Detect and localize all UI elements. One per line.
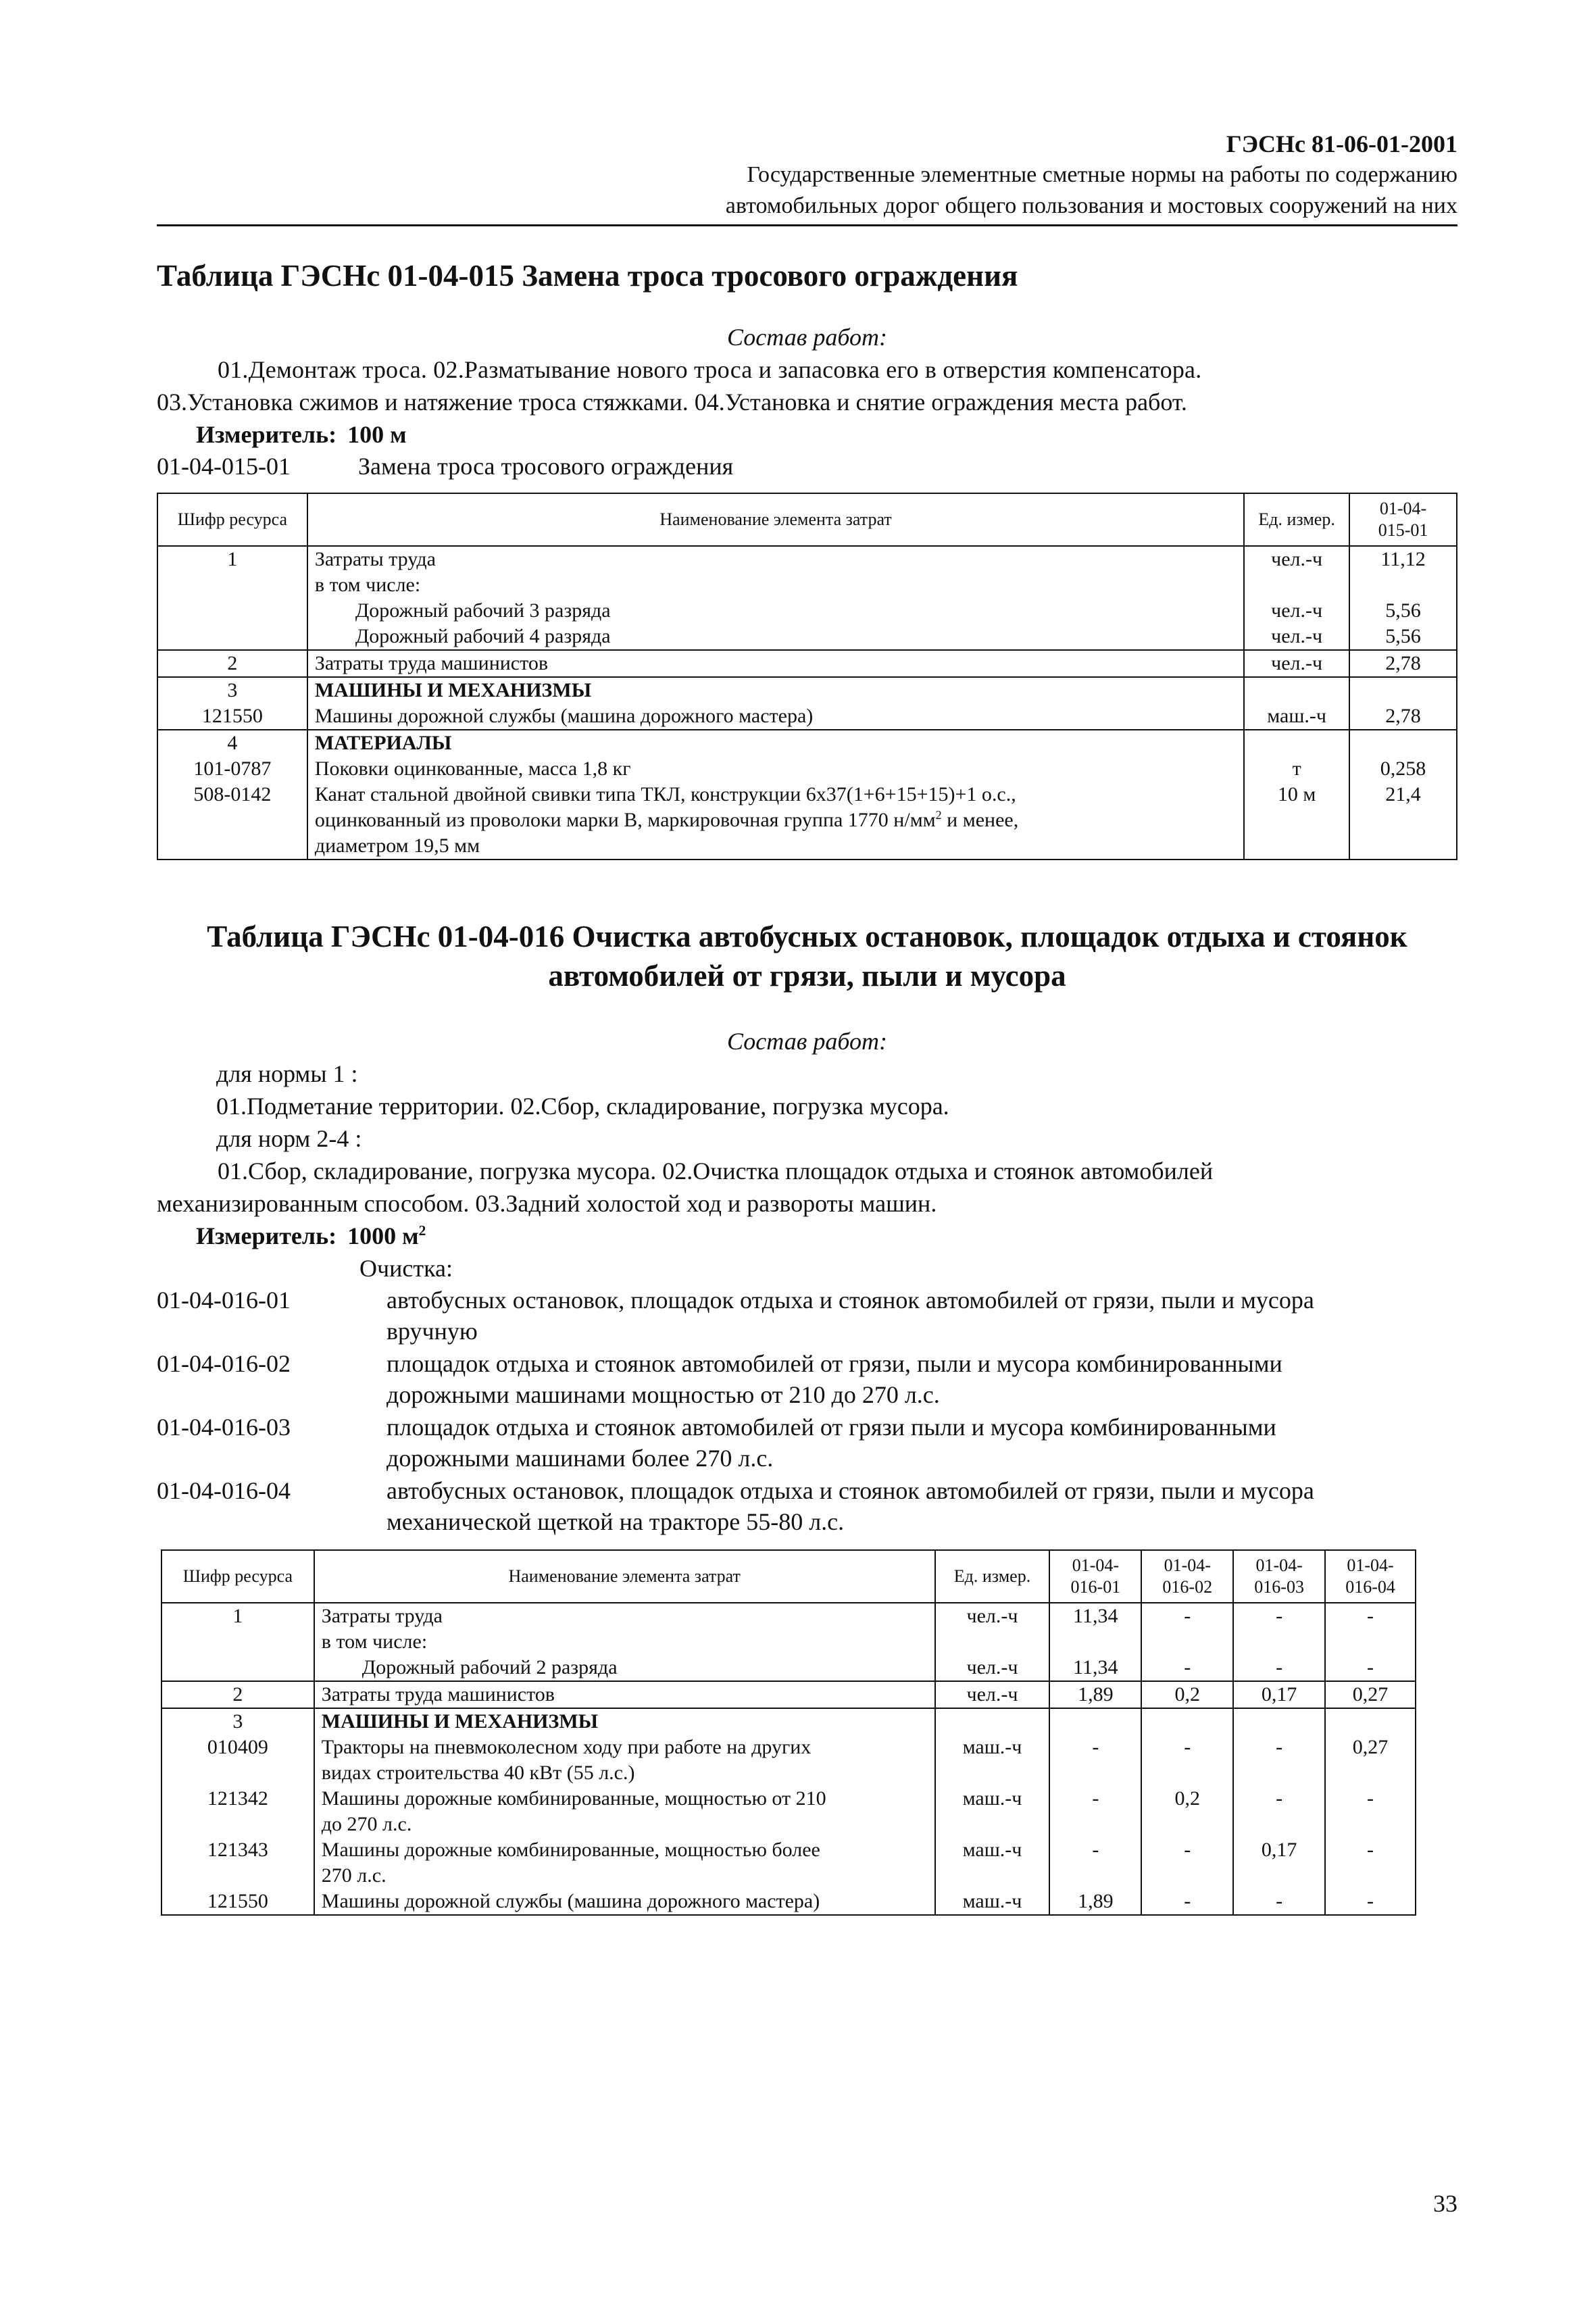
table-016-measurer: Измеритель: 1000 $м^2$ [196,1222,426,1249]
table-015-norm [157,451,1457,482]
table-row: 2 Затраты труда машинистов чел.-ч 2,78 [157,650,1457,677]
measurer-label: Измеритель: [196,421,337,448]
for-norm-1-label: для нормы 1 : [216,1060,358,1087]
document-header [157,128,1457,222]
table-015-composition-label: Состав работ: [727,324,887,351]
composition-norm-1: 01.Подметание территории. 02.Сбор, складирование, погрузка мусора. [216,1093,949,1120]
table-row: 3 121550 МАШИНЫ И МЕХАНИЗМЫ Машины дорожной службы (машина дорожного мастера) маш.-ч 2,78 [157,677,1457,730]
header-line-2: автомобильных дорог общего пользования и мостовых сооружений на них [725,193,1457,218]
table-015-title: Таблица ГЭСНс 01-04-015 Замена троса тросового ограждения [157,259,1018,293]
table-row: 1 Затраты труда в том числе: Дорожный рабочий 2 разряда чел.-ч чел.-ч 11,34 11,34 - - - - - - [161,1603,1416,1681]
table-015-composition-line-2: 03.Установка сжимов и натяжение троса стяжками. 04.Установка и снятие ограждения места работ. [157,389,1187,416]
table-015 [157,493,1457,860]
cleaning-label: Очистка: [359,1255,453,1282]
table-016-title-line-2: автомобилей от грязи, пыли и мусора [548,959,1066,993]
standard-code: ГЭСНс 81-06-01-2001 [1226,130,1457,157]
table-row: 3 010409 121342 121343 121550 МАШИНЫ И МЕХАНИЗМЫ Тракторы на пневмоколесном ходу при работе на других видах строительства 40 кВт (55 л.с.) Машины дорожные комбинированные, мощностью от 210 до 270 л.с. Машины дорожные комбинированные, мощностью более 270 л.с. Машины дорожной службы (машина дорожного мастера) маш.-ч маш.-ч маш.-ч маш.-ч - - - 1,89 - 0,2 - - - - 0,17 - 0,27 - - - [161,1708,1416,1915]
composition-norms-2-4-line-2: механизированным способом. 03.Задний холостой ход и развороты машин. [157,1190,937,1217]
norm-list [157,1285,1457,1537]
table-016-composition-label: Состав работ: [727,1028,887,1055]
table-row: 2 Затраты труда машинистов чел.-ч 1,89 0,2 0,17 0,27 [161,1681,1416,1708]
col-value-1: 01-04- 015-01 [1349,493,1457,546]
measurer-value: 100 м [347,421,407,448]
page-number: 33 [1433,2190,1457,2217]
col-unit: Ед. измер. [1244,493,1349,546]
table-016-title-line-1: Таблица ГЭСНс 01-04-016 Очистка автобусных остановок, площадок отдыха и стоянок [207,920,1407,953]
header-line-1: Государственные элементные сметные нормы на работы по содержанию [747,162,1457,187]
col-name: Наименование элемента затрат [307,493,1244,546]
norm-item: 01-04-016-02 площадок отдыха и стоянок автомобилей от грязи, пыли и мусора комбинированными дорожными машинами мощностью от 210 до 270 л.с. [157,1350,1282,1408]
table-header-row [157,493,1457,546]
norm-item: 01-04-016-01 автобусных остановок, площадок отдыха и стоянок автомобилей от грязи, пыли и мусора вручную [157,1287,1314,1345]
table-header-row: Шифр ресурса Наименование элемента затрат Ед. измер. 01-04- 016-01 01-04- 016-02 01-04- 016-03 01-04- 016-04 [161,1550,1416,1603]
norm-item: 01-04-016-04 автобусных остановок, площадок отдыха и стоянок автомобилей от грязи, пыли и мусора механической щеткой на тракторе 55-80 л.с. [157,1477,1314,1535]
norm-item: 01-04-016-03 площадок отдыха и стоянок автомобилей от грязи пыли и мусора комбинированными дорожными машинами более 270 л.с. [157,1414,1276,1472]
col-code: Шифр ресурса [157,493,307,546]
table-row: 1 Затраты труда в том числе: Дорожный рабочий 3 разряда Дорожный рабочий 4 разряда чел.-ч чел.-ч чел.-ч 11,12 5,56 5,56 [157,546,1457,650]
table-015-measurer [157,418,1457,451]
composition-norms-2-4-line-1: 01.Сбор, складирование, погрузка мусора. 02.Очистка площадок отдыха и стоянок автомобилей [218,1158,1214,1185]
document-page [157,128,1457,1916]
table-016 [161,1549,1416,1916]
table-row: 4 101-0787 508-0142 МАТЕРИАЛЫ Поковки оцинкованные, масса 1,8 кг Канат стальной двойной свивки типа ТКЛ, конструкции 6х37(1+6+15+15)+1 о.с., оцинкованный из проволоки марки В, маркировочная группа 1770 $н/мм^2$ и менее, диаметром 19,5 мм т 10 м 0,258 21,4 [157,730,1457,860]
table-015-composition-line-1: 01.Демонтаж троса. 02.Разматывание нового троса и запасовка его в отверстия компенсатора. [218,356,1202,383]
for-norms-2-4-label: для норм 2-4 : [216,1125,362,1152]
norm-name: Замена троса тросового ограждения [358,453,734,480]
norm-code: 01-04-015-01 [157,453,291,480]
